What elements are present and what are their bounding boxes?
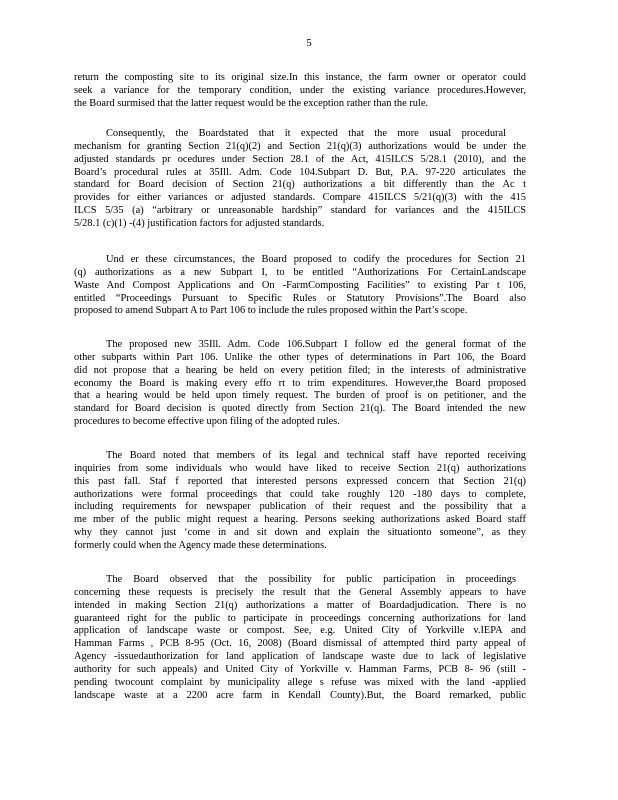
text-line: Und er these circumstances, the Board proposed to codify the procedures for Section 21 bbox=[106, 254, 526, 265]
text-line: ILCS 5/35 (a) “arbitrary or unreasonable hardship” standard for variances and the 415ILCS bbox=[74, 205, 526, 217]
text-line: Board’s procedural rules at 35Ill. Adm. Code 104.Subpart D. But, P.A. 97-220 articulates the bbox=[74, 166, 526, 178]
text-line: pending twocount complaint by municipality allege s refuse was mixed with the land -applied bbox=[74, 676, 526, 688]
text-line: adjusted standards pr ocedures under Section 28.1 of the Act, 415ILCS 5/28.1 (2010), and the bbox=[74, 153, 526, 165]
text-line: inquiries from some individuals who would have liked to receive Section 21(q) authorizations bbox=[74, 462, 526, 474]
text-line: proposed to amend Subpart A to Part 106 to include the rules proposed within the Part’s scope. bbox=[74, 305, 468, 317]
text-line: this past fall. Staf f reported that interested persons expressed concern that Section 21(q) bbox=[74, 475, 526, 487]
text-line: application of landscape waste or compost. See, e.g. United City of Yorkville v.IEPA and bbox=[74, 625, 526, 637]
text-line: standard for Board decision of Section 21(q) authorizations a bit differently than the Ac t bbox=[74, 179, 526, 191]
paragraph-1 bbox=[74, 72, 526, 111]
text-line: Consequently, the Boardstated that it expected that the more usual procedural bbox=[106, 128, 506, 139]
page-number: 5 bbox=[306, 37, 312, 49]
text-line: including requirements for newspaper publication of their request and the possibility that a bbox=[74, 501, 526, 513]
text-line: mechanism for granting Section 21(q)(2) and Section 21(q)(3) authorizations would be under the bbox=[74, 140, 526, 152]
text-line: concerning these requests is precisely the result that the General Assembly appears to have bbox=[74, 586, 526, 598]
text-line: guaranteed right for the public to participate in proceedings concerning authorizations for land bbox=[74, 612, 526, 624]
text-line: 5/28.1 (c)(1) -(4) justification factors for adjusted standards. bbox=[74, 217, 325, 229]
paragraph-2 bbox=[74, 128, 526, 231]
paragraph-6 bbox=[74, 574, 526, 702]
text-line: intended in making Section 21(q) authorizations a matter of Boardadjudication. There is no bbox=[74, 599, 526, 611]
text-line: standard for Board decision is quoted directly from Section 21(q). The Board intended the new bbox=[74, 403, 526, 415]
text-line: entitled “Proceedings Pursuant to Specific Rules or Statutory Provisions”.The Board also bbox=[74, 292, 526, 304]
text-line: The proposed new 35Ill. Adm. Code 106.Subpart I follow ed the general format of the bbox=[106, 339, 526, 350]
text-line: Agency -issuedauthorization for land application of landscape waste due to lack of legislative bbox=[74, 651, 526, 663]
text-line: other subparts within Part 106. Unlike the other types of determinations in Part 106, the Board bbox=[74, 351, 526, 363]
text-line: Hamman Farms , PCB 8-95 (Oct. 16, 2008) (Board dismissal of attempted third party appeal of bbox=[74, 638, 526, 650]
text-line: why they cannot just ‘come in and sit down and explain the situationto someone”, as they bbox=[74, 527, 526, 539]
text-line: that a hearing would be held upon timely request. The burden of proof is on petitioner, and the bbox=[74, 390, 526, 402]
text-line: The Board noted that members of its legal and technical staff have reported receiving bbox=[106, 450, 526, 461]
text-line: authorizations were formal proceedings that could take roughly 120 -180 days to complete, bbox=[74, 488, 526, 500]
text-line: provides for either variances or adjusted standards. Compare 415ILCS 5/21(q)(3) with the 415 bbox=[74, 192, 526, 204]
text-line: the Board surmised that the latter request would be the exception rather than the rule. bbox=[74, 97, 429, 109]
text-line: me mber of the public might request a hearing. Persons seeking authorizations asked Board staff bbox=[74, 514, 526, 526]
text-line: economy the Board is making every effo rt to trim expenditures. However,the Board proposed bbox=[74, 377, 526, 389]
text-line: formerly could when the Agency made these determinations. bbox=[74, 539, 327, 551]
paragraph-3 bbox=[74, 254, 526, 318]
text-line: Waste And Compost Applications and On -FarmComposting Facilities” to existing Par t 106, bbox=[74, 279, 526, 291]
text-line: return the composting site to its original size.In this instance, the farm owner or operator could bbox=[74, 72, 526, 83]
text-line: landscape waste at a 2200 acre farm in Kendall County).But, the Board remarked, public bbox=[74, 689, 526, 701]
text-line: The Board observed that the possibility for public participation in proceedings bbox=[106, 574, 516, 585]
text-line: authority for such appeals) and United City of Yorkville v. Hamman Farms, PCB 8- 96 (still - bbox=[74, 663, 526, 675]
paragraph-5 bbox=[74, 450, 526, 553]
paragraph-4 bbox=[74, 339, 526, 429]
text-line: seek a variance for the temporary condition, under the existing variance procedures.However, bbox=[74, 84, 526, 96]
text-line: did not propose that a hearing be held on every petition filed; in the interests of administrative bbox=[74, 364, 526, 376]
text-line: procedures to become effective upon filing of the adopted rules. bbox=[74, 416, 340, 428]
text-line: (q) authorizations as a new Subpart I, to be entitled “Authorizations For CertainLandscape bbox=[74, 266, 526, 278]
